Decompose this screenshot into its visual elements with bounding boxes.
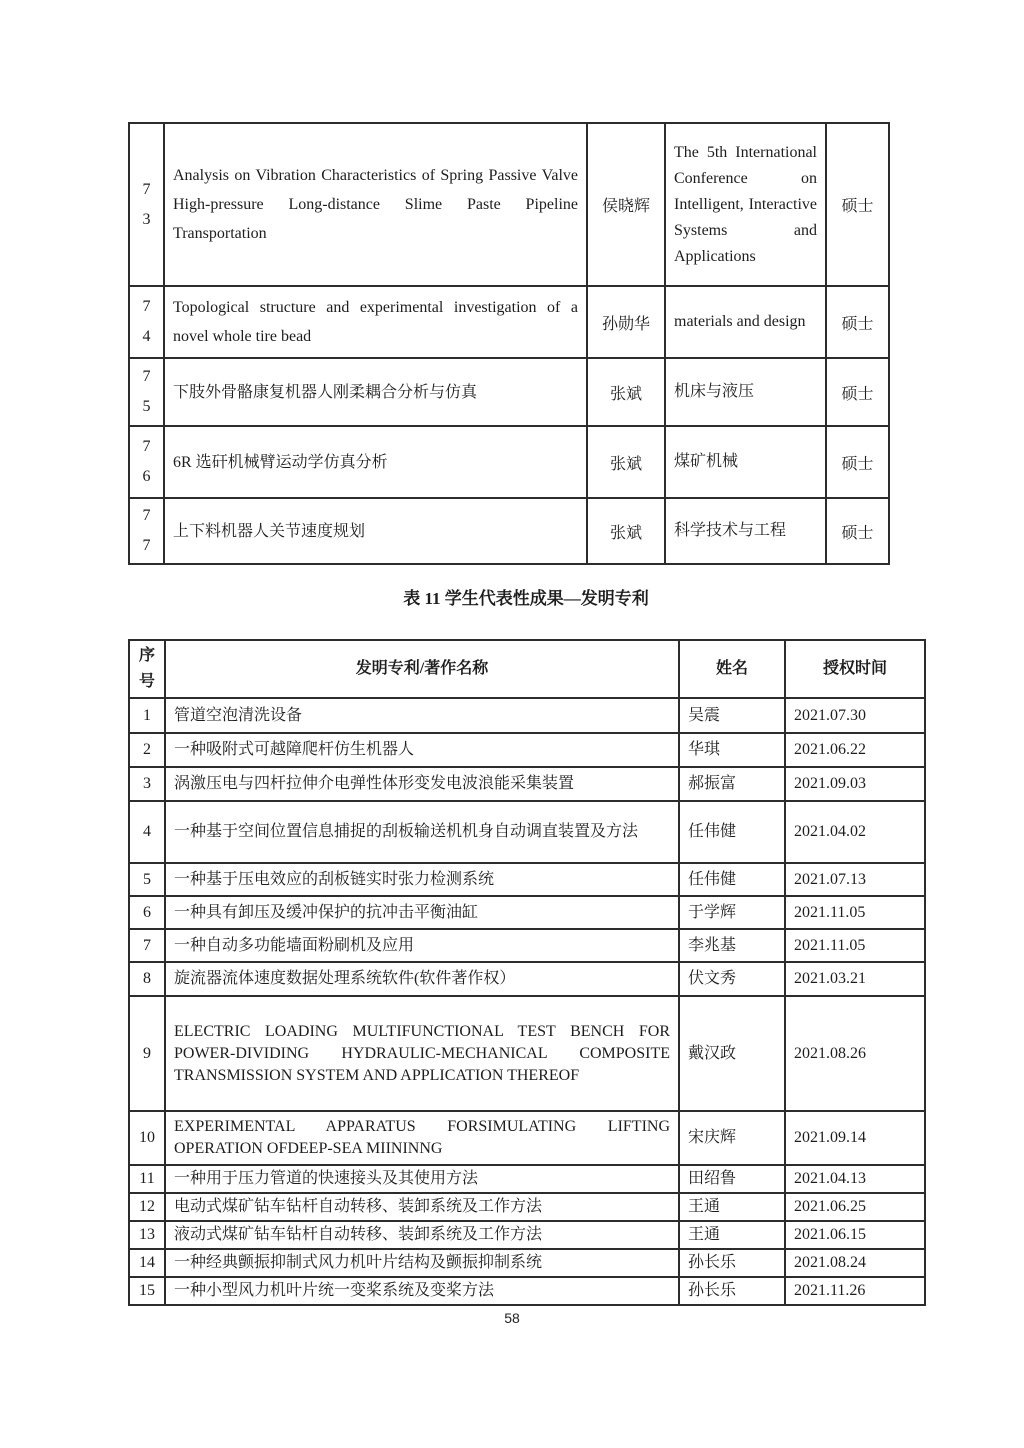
patent-title-cell: 一种小型风力机叶片统一变桨系统及变桨方法 (165, 1277, 679, 1305)
patent-date-cell: 2021.04.02 (785, 801, 925, 863)
table-row (129, 1277, 925, 1305)
patent-title-cell: 一种基于压电效应的刮板链实时张力检测系统 (165, 863, 679, 896)
paper-title-cell: Topological structure and experimental investigation of a novel whole tire bead (164, 286, 587, 358)
patent-date-cell: 2021.11.05 (785, 929, 925, 962)
patent-title-cell: 一种自动多功能墙面粉刷机及应用 (165, 929, 679, 962)
row-index-cell (129, 286, 164, 358)
patent-title-cell: 液动式煤矿钻车钻杆自动转移、装卸系统及工作方法 (165, 1221, 679, 1249)
table-row (129, 1111, 925, 1165)
patent-date-cell: 2021.09.03 (785, 767, 925, 801)
patent-no-cell: 10 (129, 1111, 165, 1165)
degree-cell: 硕士 (826, 123, 889, 286)
patent-date-cell: 2021.08.24 (785, 1249, 925, 1277)
patent-title-cell: 一种具有卸压及缓冲保护的抗冲击平衡油缸 (165, 896, 679, 929)
venue-cell: 科学技术与工程 (665, 498, 826, 564)
row-index: 76 (142, 438, 151, 485)
patent-date-cell: 2021.07.13 (785, 863, 925, 896)
patent-name-cell: 李兆基 (679, 929, 785, 962)
table-row (129, 123, 889, 286)
patent-date-cell: 2021.07.30 (785, 698, 925, 733)
patent-title-cell: 一种用于压力管道的快速接头及其使用方法 (165, 1165, 679, 1193)
venue-cell: 机床与液压 (665, 358, 826, 426)
table-row (129, 1193, 925, 1221)
patent-name-cell: 任伟健 (679, 801, 785, 863)
table-row (129, 996, 925, 1111)
patent-date-cell: 2021.11.05 (785, 896, 925, 929)
patent-date-cell: 2021.06.15 (785, 1221, 925, 1249)
patent-title-cell: 旋流器流体速度数据处理系统软件(软件著作权） (165, 962, 679, 996)
patent-title-cell: 管道空泡清洗设备 (165, 698, 679, 733)
author-name-cell: 侯晓辉 (587, 123, 665, 286)
table-row (129, 286, 889, 358)
header-name: 姓名 (679, 640, 785, 698)
patent-no-cell: 4 (129, 801, 165, 863)
table-row (129, 1249, 925, 1277)
table-row (129, 498, 889, 564)
publications-table (128, 122, 890, 565)
patent-no-cell: 12 (129, 1193, 165, 1221)
patent-title-cell: 电动式煤矿钻车钻杆自动转移、装卸系统及工作方法 (165, 1193, 679, 1221)
table-row (129, 426, 889, 498)
patent-name-cell: 宋庆辉 (679, 1111, 785, 1165)
table-row (129, 733, 925, 767)
patent-no-cell: 1 (129, 698, 165, 733)
patent-date-cell: 2021.04.13 (785, 1165, 925, 1193)
patent-no-cell: 2 (129, 733, 165, 767)
venue-cell: materials and design (665, 286, 826, 358)
patent-no-cell: 3 (129, 767, 165, 801)
patent-title-cell: 一种经典颤振抑制式风力机叶片结构及颤振抑制系统 (165, 1249, 679, 1277)
header-title: 发明专利/著作名称 (165, 640, 679, 698)
row-index-cell (129, 358, 164, 426)
author-name-cell: 张斌 (587, 498, 665, 564)
patent-no-cell: 11 (129, 1165, 165, 1193)
patent-name-cell: 孙长乐 (679, 1277, 785, 1305)
patent-no-cell: 8 (129, 962, 165, 996)
row-index-cell (129, 123, 164, 286)
table-row (129, 698, 925, 733)
patent-no-cell: 6 (129, 896, 165, 929)
patent-name-cell: 王通 (679, 1193, 785, 1221)
degree-cell: 硕士 (826, 498, 889, 564)
author-name-cell: 张斌 (587, 426, 665, 498)
table-row (129, 1165, 925, 1193)
page-number: 58 (504, 1310, 520, 1326)
patent-name-cell: 戴汉政 (679, 996, 785, 1111)
degree-cell: 硕士 (826, 286, 889, 358)
patent-name-cell: 伏文秀 (679, 962, 785, 996)
venue-cell: The 5th International Conference on Intelligent, Interactive Systems and Applications (665, 123, 826, 286)
patent-no-cell: 14 (129, 1249, 165, 1277)
patent-title-cell: 一种基于空间位置信息捕捉的刮板输送机机身自动调直装置及方法 (165, 801, 679, 863)
patent-title-cell: EXPERIMENTAL APPARATUS FORSIMULATING LIFTING OPERATION OFDEEP-SEA MIININNG (165, 1111, 679, 1165)
author-name-cell: 张斌 (587, 358, 665, 426)
table-row (129, 767, 925, 801)
patent-name-cell: 于学辉 (679, 896, 785, 929)
row-index: 74 (142, 298, 151, 345)
table-row (129, 896, 925, 929)
row-index-cell (129, 426, 164, 498)
header-no: 序号 (129, 640, 165, 698)
patent-name-cell: 华琪 (679, 733, 785, 767)
patent-name-cell: 任伟健 (679, 863, 785, 896)
author-name-cell: 孙勋华 (587, 286, 665, 358)
patent-title-cell: 涡激压电与四杆拉伸介电弹性体形变发电波浪能采集装置 (165, 767, 679, 801)
patent-name-cell: 孙长乐 (679, 1249, 785, 1277)
patent-date-cell: 2021.06.25 (785, 1193, 925, 1221)
patent-date-cell: 2021.06.22 (785, 733, 925, 767)
table-row (129, 929, 925, 962)
patent-date-cell: 2021.09.14 (785, 1111, 925, 1165)
row-index: 73 (142, 180, 151, 228)
degree-cell: 硕士 (826, 426, 889, 498)
patent-name-cell: 郝振富 (679, 767, 785, 801)
patent-date-cell: 2021.08.26 (785, 996, 925, 1111)
degree-cell: 硕士 (826, 358, 889, 426)
table-row (129, 962, 925, 996)
table-row (129, 863, 925, 896)
patent-no-cell: 5 (129, 863, 165, 896)
venue-cell: 煤矿机械 (665, 426, 826, 498)
patent-name-cell: 吴震 (679, 698, 785, 733)
paper-title-cell: Analysis on Vibration Characteristics of Spring Passive Valve High-pressure Long-distance Slime Paste Pipeline Transportation (164, 123, 587, 286)
patent-no-cell: 9 (129, 996, 165, 1111)
patent-no-cell: 13 (129, 1221, 165, 1249)
patents-table (128, 639, 926, 1306)
paper-title-cell: 6R 选矸机械臂运动学仿真分析 (164, 426, 587, 498)
patent-name-cell: 王通 (679, 1221, 785, 1249)
header-date: 授权时间 (785, 640, 925, 698)
row-index: 77 (142, 507, 151, 554)
patent-date-cell: 2021.11.26 (785, 1277, 925, 1305)
table-caption: 表 11 学生代表性成果—发明专利 (403, 589, 649, 608)
patent-date-cell: 2021.03.21 (785, 962, 925, 996)
patent-title-cell: ELECTRIC LOADING MULTIFUNCTIONAL TEST BENCH FOR POWER-DIVIDING HYDRAULIC-MECHANICAL COMPOSITE TRANSMISSION SYSTEM AND APPLICATION THEREOF (165, 996, 679, 1111)
table-row (129, 801, 925, 863)
table-row (129, 1221, 925, 1249)
row-index-cell (129, 498, 164, 564)
row-index: 75 (142, 368, 151, 415)
table-row (129, 358, 889, 426)
table-header-row (129, 640, 925, 698)
paper-title-cell: 下肢外骨骼康复机器人刚柔耦合分析与仿真 (164, 358, 587, 426)
patent-name-cell: 田绍鲁 (679, 1165, 785, 1193)
paper-title-cell: 上下料机器人关节速度规划 (164, 498, 587, 564)
patent-no-cell: 15 (129, 1277, 165, 1305)
patent-no-cell: 7 (129, 929, 165, 962)
patent-title-cell: 一种吸附式可越障爬杆仿生机器人 (165, 733, 679, 767)
